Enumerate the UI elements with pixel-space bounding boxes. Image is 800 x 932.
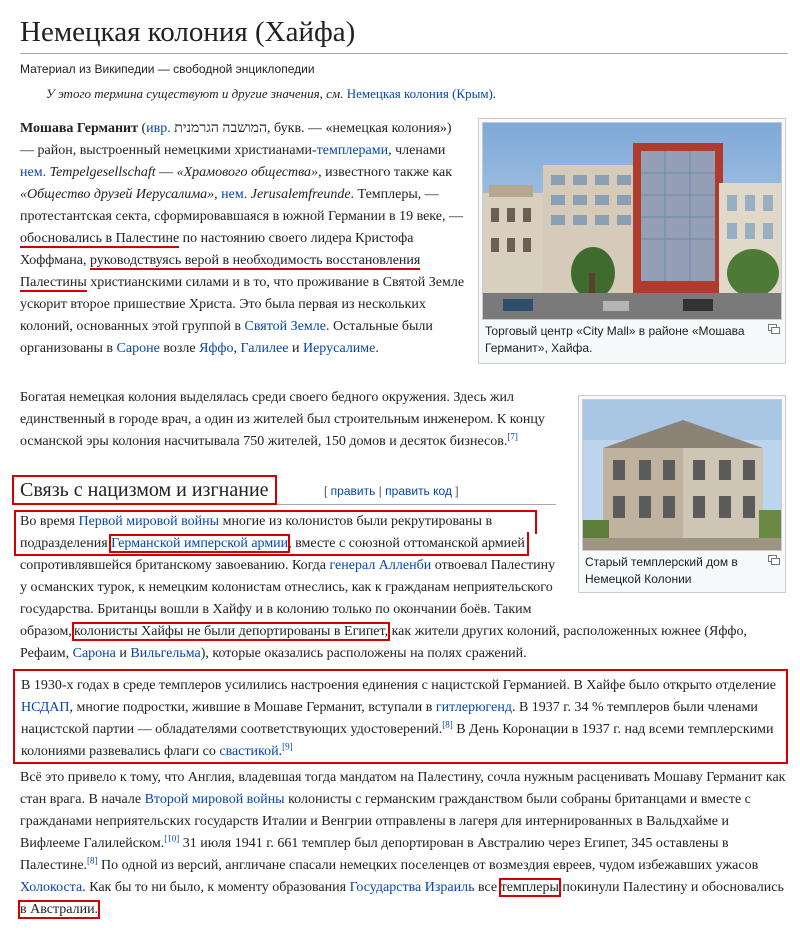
city-mall-image[interactable] (482, 122, 782, 320)
ref-9[interactable]: [9] (282, 741, 293, 752)
hatnote-text: У этого термина существуют и другие значения, см. (46, 86, 347, 101)
text: , многие подростки, жившие в Мошаве Германит, вступали в (69, 700, 436, 715)
hatnote (20, 86, 788, 102)
link-ww2[interactable]: Второй мировой войны (144, 792, 285, 807)
hatnote-link-crimea[interactable]: Немецкая колония (Крым) (346, 86, 493, 101)
text: . В 1937 г. 34 % темплеров были членами нацистской партии — обладателями соответствующих удостоверений. (21, 700, 758, 737)
page-title: Немецкая колония (Хайфа) (20, 0, 788, 54)
thumb-caption-1 (482, 320, 782, 359)
text: колонисты с германским гражданством были собраны британцами и вместе с гражданами неприятельских государств Италии и Венгрии отправлены в лагеря для интернированных в Вальдхайме и Вифлееме Галилейском. (20, 792, 751, 851)
bracket: [ (324, 484, 331, 498)
enlarge-icon[interactable] (768, 324, 780, 334)
paragraph-deportation (20, 767, 790, 921)
ref-8[interactable]: [8] (442, 719, 453, 730)
templar-house-picture (583, 400, 782, 550)
link-jaffa[interactable]: Яффо (199, 341, 234, 356)
edit-link[interactable]: править (330, 484, 376, 498)
text: Всё это привело к тому, что Англия, владевшая тогда мандатом на Палестину, сочла нужным расценивать Мошаву Германит как стан врага. В начале (20, 770, 786, 807)
text: Богатая немецкая колония выделялась среди своего бедного окружения. Здесь жил единственный в городе врач, а один из жителей был строительным инженером. К концу османской эры колония насчитывала 750 жителей, 150 домов и десяток бизнесов. (20, 390, 545, 449)
text: многие из колонистов были рекрутированы в подразделения (20, 514, 493, 551)
link-hebrew[interactable]: ивр. (146, 121, 171, 136)
text: . Темплеры, — протестантская секта, сформировавшаяся в южной Германии в 19 веке, — (20, 187, 463, 224)
text: 31 июля 1941 г. 661 темплер был депортирован в Австралию через Египет, 345 оставлены в Палестине. (20, 836, 729, 873)
text: возле (159, 341, 200, 356)
text: ), которые оказались расположены на полях сражений. (200, 646, 527, 661)
highlight-australia: в Австралии. (20, 902, 99, 917)
enlarge-icon[interactable] (768, 555, 780, 565)
text: . (375, 341, 379, 356)
highlight-1930s-box (13, 669, 788, 764)
text: , вместе с союзной оттоманской армией (288, 536, 525, 551)
text: . Как бы то ни было, к моменту образования (82, 880, 350, 895)
underline-guided: руководствуясь верой в необходимость восстановления Палестины (20, 253, 421, 290)
text: המושבה הגרמנית‎, букв. — «немецкая колония») — район, выстроенный немецкими христианами- (20, 121, 452, 158)
link-nsdap[interactable]: НСДАП (21, 700, 70, 715)
paragraph-1930s (21, 675, 780, 763)
text: как жители других колоний, расположенных южнее (Яффо, Рефаим, (20, 624, 747, 661)
hatnote-end: . (492, 86, 497, 101)
text: По одной из версий, англичане спасали немецких поселенцев от возмездия евреев, чудом избежавших ужасов (97, 858, 759, 873)
section-heading (12, 475, 556, 505)
link-allenby[interactable]: генерал Алленби (329, 558, 432, 573)
text: , (233, 341, 241, 356)
section-title: Связь с нацизмом и изгнание (12, 475, 277, 505)
templar-house-image[interactable] (582, 399, 782, 551)
intro-bold-term: Мошава Германит (20, 121, 138, 136)
text: христианскими силами и в то, что проживание в Святой Земле ускорит второе пришествие Христа. Это была первая из нескольких колоний, основанных этой группой в (20, 275, 465, 334)
link-galilee[interactable]: Галилее (240, 341, 289, 356)
bracket: ] (451, 484, 459, 498)
term-jerusalemfreunde: Jerusalemfreunde (250, 187, 351, 202)
link-sharon[interactable]: Сароне (116, 341, 160, 356)
term-tempelgesellschaft: Tempelgesellschaft (49, 165, 156, 180)
site-tagline: Материал из Википедии — свободной энциклопедии (20, 62, 315, 76)
text: покинули Палестину и обосновались (558, 880, 784, 895)
link-sarona[interactable]: Сарона (72, 646, 116, 661)
link-israel[interactable]: Государства Израиль (349, 880, 475, 895)
link-holy-land[interactable]: Святой Земле (244, 319, 326, 334)
text: по настоянию своего лидера Кристофа Хоффмана, (20, 231, 414, 268)
paragraph-ww1-cont (20, 621, 780, 665)
text: и (115, 646, 131, 661)
text: ( (138, 121, 147, 136)
text: отвоевал Палестину у османских турок, к немецким колонистам отнеслись, как к гражданам неприятельского государства. Британцы вошли в Хайфу и в колонию только по окончании боёв. Таким образом, (20, 558, 556, 639)
ref-10[interactable]: [10] (164, 833, 180, 844)
text: сопротивлявшейся британскому завоеванию. Когда (20, 558, 330, 573)
intro-paragraph (20, 118, 465, 360)
ref-8b[interactable]: [8] (87, 855, 98, 866)
caption-text: Торговый центр «City Mall» в районе «Мошава Германит», Хайфа. (485, 324, 745, 355)
city-mall-picture (483, 123, 782, 319)
highlight-templars: темплеры (500, 880, 559, 895)
caption-text: Старый темплерский дом в Немецкой Колонии (585, 555, 738, 586)
text: Во время (20, 514, 79, 529)
text: , членами (388, 143, 446, 158)
link-imperial-army[interactable]: Германской имперской армии (111, 536, 289, 551)
thumb-city-mall (478, 118, 786, 364)
link-templars[interactable]: темплерами (316, 143, 389, 158)
link-holocaust[interactable]: Холокоста (20, 880, 83, 895)
link-german-2[interactable]: нем. (221, 187, 248, 202)
section-edit-links (324, 484, 459, 498)
link-hitler-youth[interactable]: гитлерюгенд (435, 700, 512, 715)
text: и (288, 341, 303, 356)
term-temple-society: «Храмового общества» (176, 165, 319, 180)
text: . Остальные были организованы в (20, 319, 433, 356)
text: все (474, 880, 501, 895)
link-ww1[interactable]: Первой мировой войны (78, 514, 220, 529)
text: , (214, 187, 222, 202)
text: , известного также как (318, 165, 453, 180)
highlight-not-deported: колонисты Хайфы не были депортированы в Египет, (74, 624, 389, 639)
text: В 1930-х годах в среде темплеров усилились настроения единения с нацистской Германией. В Хайфе было открыто отделение (21, 678, 776, 693)
text: . (278, 744, 283, 759)
paragraph-prosperous (20, 387, 565, 453)
term-friends-jerusalem: «Общество друзей Иерусалима» (20, 187, 215, 202)
thumb-caption-2 (582, 551, 782, 590)
text: — (155, 165, 177, 180)
separator: | (375, 484, 386, 498)
link-wilhelma[interactable]: Вильгельма (130, 646, 201, 661)
text: В День Коронации в 1937 г. над всеми темплерскими колониями развевались флаги со (21, 722, 774, 759)
ref-7[interactable]: [7] (507, 431, 518, 442)
underline-settled: обосновались в Палестине (20, 231, 180, 246)
edit-code-link[interactable]: править код (385, 484, 452, 498)
thumb-templar-house (578, 395, 786, 593)
link-swastika[interactable]: свастикой (219, 744, 279, 759)
link-german-1[interactable]: нем. (20, 165, 47, 180)
link-jerusalem[interactable]: Иерусалиме (302, 341, 376, 356)
